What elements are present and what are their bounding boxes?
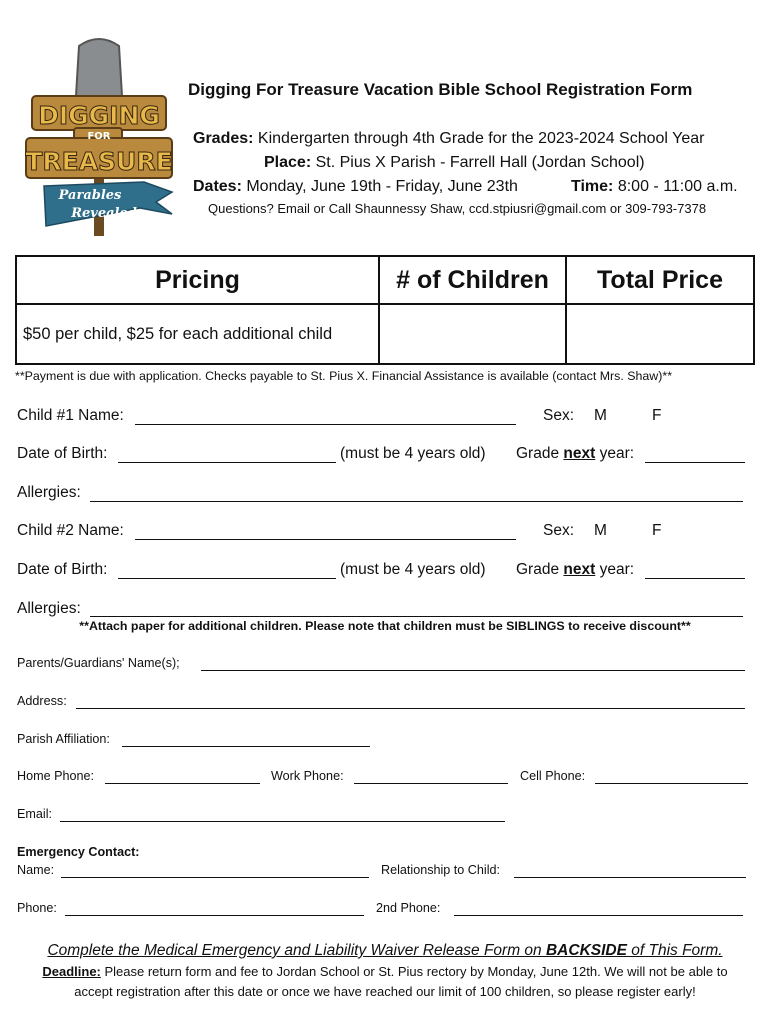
- backside-post: of This Form.: [626, 942, 723, 959]
- logo-line3: TREASURE: [25, 147, 173, 176]
- home-phone-field[interactable]: [105, 783, 260, 784]
- emergency-phone-label: Phone:: [17, 901, 57, 915]
- grades-line: [193, 130, 704, 148]
- parish-label: Parish Affiliation:: [17, 732, 110, 746]
- pricing-header-row: [16, 256, 754, 304]
- total-price-cell[interactable]: [566, 304, 754, 364]
- second-phone-field[interactable]: [454, 915, 743, 916]
- cell-phone-field[interactable]: [595, 783, 748, 784]
- pricing-value-row: [16, 304, 754, 364]
- attach-note: **Attach paper for additional children. Please note that children must be SIBLINGS to receive discount**: [79, 619, 691, 633]
- grade-post: year:: [595, 561, 635, 578]
- backside-pre: Complete the Medical Emergency and Liability Waiver Release Form on: [47, 942, 546, 959]
- child1-grade-field[interactable]: [645, 462, 745, 463]
- child1-age-note: (must be 4 years old): [340, 445, 486, 462]
- logo-line2: FOR: [87, 131, 111, 142]
- children-count-cell[interactable]: [379, 304, 566, 364]
- deadline-label: Deadline:: [42, 964, 101, 979]
- grade-pre: Grade: [516, 445, 564, 462]
- child1-sex-f[interactable]: F: [652, 407, 662, 424]
- child2-sex-f[interactable]: F: [652, 522, 662, 539]
- address-field[interactable]: [76, 708, 745, 709]
- grade-next: next: [563, 561, 596, 578]
- deadline-text1: Please return form and fee to Jordan School or St. Pius rectory by Monday, June 12th. We will not be able to: [100, 964, 728, 979]
- grade-pre: Grade: [516, 561, 564, 578]
- pricing-table: [15, 255, 755, 365]
- emergency-heading: Emergency Contact:: [17, 845, 140, 859]
- child1-name-field[interactable]: [135, 424, 516, 425]
- home-phone-label: Home Phone:: [17, 769, 95, 783]
- emergency-name-label: Name:: [17, 863, 55, 877]
- dates-label: Dates:: [193, 178, 242, 195]
- logo-banner2: Revealed: [71, 206, 137, 221]
- child1-allergies-field[interactable]: [90, 501, 743, 502]
- deadline-line1: [0, 964, 770, 979]
- child2-dob-label: Date of Birth:: [17, 561, 108, 578]
- dates-line: [193, 178, 518, 196]
- parents-field[interactable]: [201, 670, 745, 671]
- parish-field[interactable]: [122, 746, 370, 747]
- form-title: Digging For Treasure Vacation Bible School Registration Form: [188, 80, 693, 99]
- emergency-phone-field[interactable]: [65, 915, 364, 916]
- logo-banner1: Parables: [58, 188, 122, 203]
- place-value: St. Pius X Parish - Farrell Hall (Jordan School): [311, 154, 645, 171]
- logo: [24, 36, 174, 238]
- child2-grade-field[interactable]: [645, 578, 745, 579]
- child2-allergies-label: Allergies:: [17, 600, 81, 617]
- second-phone-label: 2nd Phone:: [376, 901, 441, 915]
- questions-contact: Questions? Email or Call Shaunnessy Shaw, ccd.stpiusri@gmail.com or 309-793-7378: [208, 201, 707, 216]
- child2-age-note: (must be 4 years old): [340, 561, 486, 578]
- grades-value: Kindergarten through 4th Grade for the 2023-2024 School Year: [253, 130, 705, 147]
- address-label: Address:: [17, 694, 67, 708]
- child2-allergies-field[interactable]: [90, 616, 743, 617]
- place-line: [264, 154, 645, 172]
- dates-value: Monday, June 19th - Friday, June 23th: [241, 178, 518, 195]
- child1-sex-m[interactable]: M: [594, 407, 607, 424]
- children-count-header: # of Children: [379, 256, 566, 304]
- email-label: Email:: [17, 807, 52, 821]
- backside-notice: [0, 942, 770, 960]
- child2-sex-label: Sex:: [543, 522, 575, 539]
- child1-name-label: Child #1 Name:: [17, 407, 124, 424]
- email-field[interactable]: [60, 821, 505, 822]
- child1-dob-field[interactable]: [118, 462, 336, 463]
- grade-post: year:: [595, 445, 635, 462]
- grade-next: next: [563, 445, 596, 462]
- child2-name-field[interactable]: [135, 539, 516, 540]
- pricing-header: Pricing: [16, 256, 379, 304]
- child1-dob-label: Date of Birth:: [17, 445, 108, 462]
- emergency-name-field[interactable]: [61, 877, 369, 878]
- relationship-label: Relationship to Child:: [381, 863, 501, 877]
- total-price-header: Total Price: [566, 256, 754, 304]
- work-phone-label: Work Phone:: [271, 769, 344, 783]
- child1-sex-label: Sex:: [543, 407, 575, 424]
- pricing-description: $50 per child, $25 for each additional child: [16, 304, 379, 364]
- child2-grade-label: [516, 561, 634, 579]
- time-label: Time:: [571, 178, 614, 195]
- deadline-line2: accept registration after this date or once we have reached our limit of 100 children, so please register early!: [74, 984, 696, 999]
- child1-allergies-label: Allergies:: [17, 484, 81, 501]
- cell-phone-label: Cell Phone:: [520, 769, 586, 783]
- place-label: Place:: [264, 154, 312, 171]
- work-phone-field[interactable]: [354, 783, 508, 784]
- child2-dob-field[interactable]: [118, 578, 336, 579]
- child1-grade-label: [516, 445, 634, 463]
- grades-label: Grades:: [193, 130, 254, 147]
- time-line: [571, 178, 738, 196]
- payment-note: **Payment is due with application. Checks payable to St. Pius X. Financial Assistance is available (contact Mrs. Shaw)**: [15, 369, 673, 383]
- time-value: 8:00 - 11:00 a.m.: [613, 178, 738, 195]
- child2-name-label: Child #2 Name:: [17, 522, 124, 539]
- child2-sex-m[interactable]: M: [594, 522, 607, 539]
- parents-label: Parents/Guardians' Name(s);: [17, 656, 180, 670]
- logo-line1: DIGGING: [38, 101, 160, 130]
- backside-bold: BACKSIDE: [545, 942, 627, 959]
- relationship-field[interactable]: [514, 877, 746, 878]
